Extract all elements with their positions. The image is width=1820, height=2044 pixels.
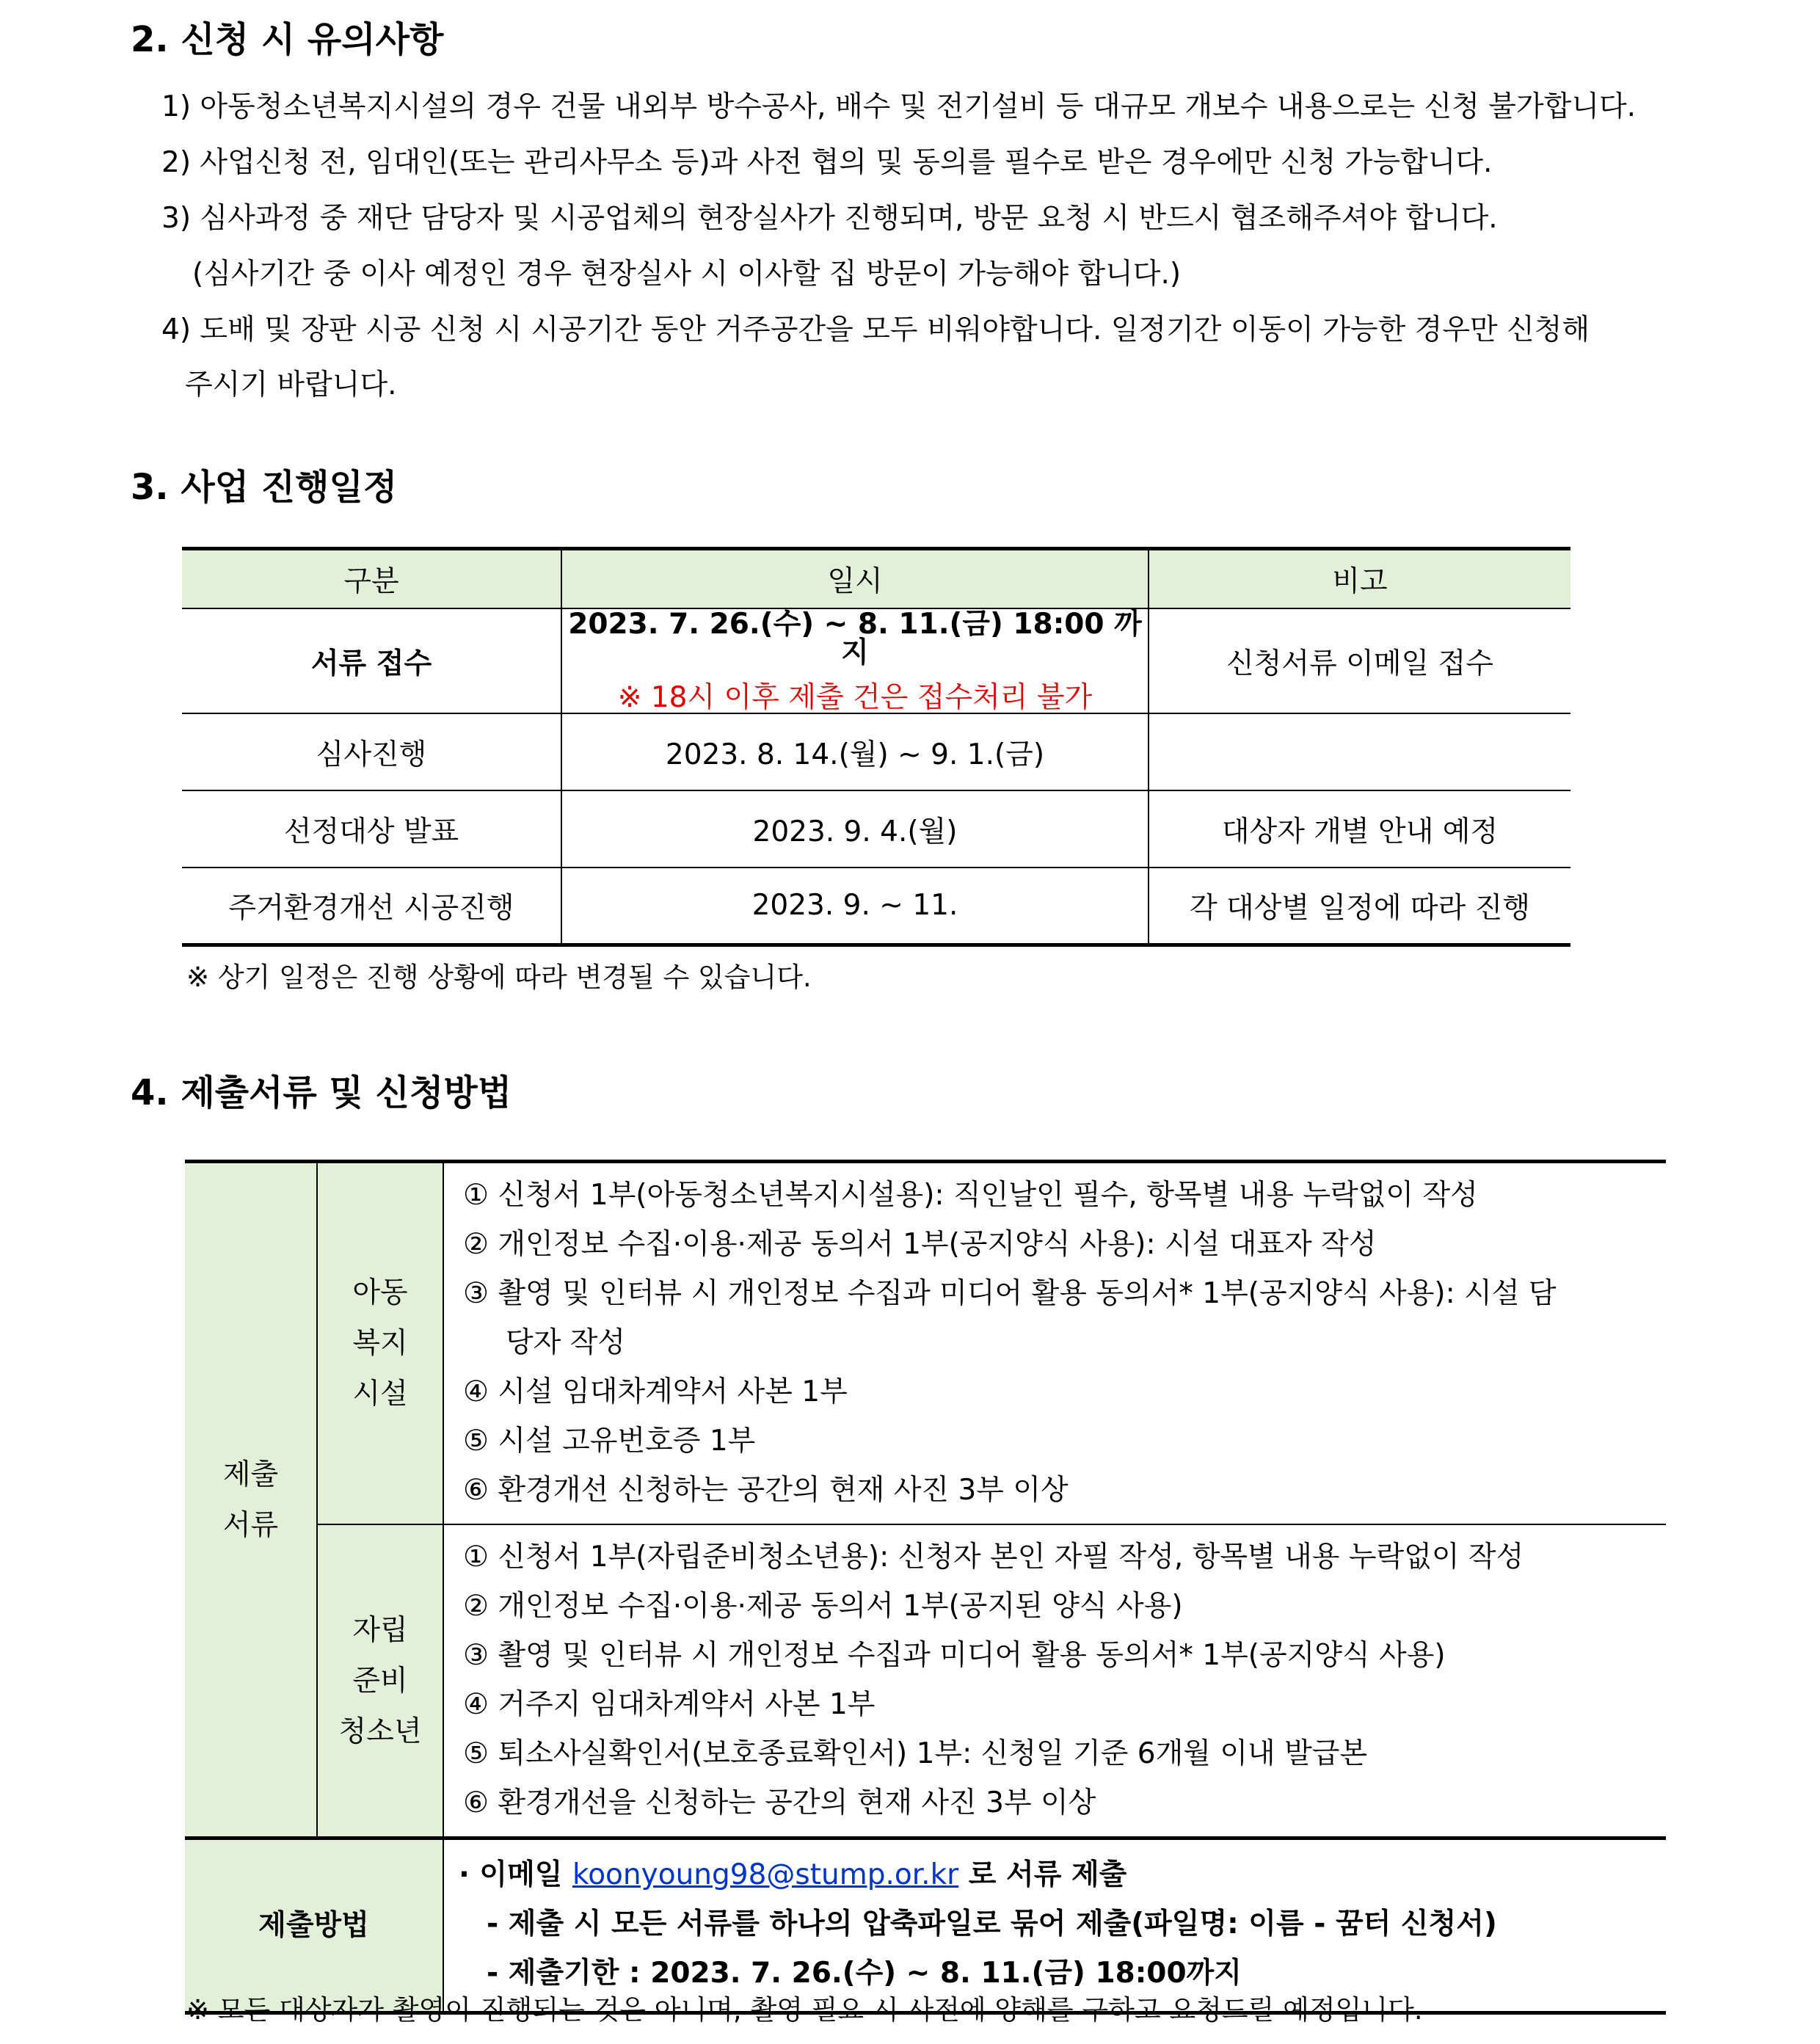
list-item: ④ 거주지 임대차계약서 사본 1부 (463, 1688, 876, 1721)
list-item: ① 신청서 1부(아동청소년복지시설용): 직인날인 필수, 항목별 내용 누락없이 작성 (463, 1179, 1478, 1212)
youth-documents-list (443, 1524, 1666, 1838)
method-label: 제출방법 (185, 1838, 443, 2013)
section-4-title: 4. 제출서류 및 신청방법 (131, 1072, 512, 1113)
group-label-line: 아동 (352, 1276, 408, 1309)
list-item: ② 개인정보 수집·이용·제공 동의서 1부(공지된 양식 사용) (463, 1590, 1183, 1623)
row-date: 2023. 9. 4.(월) (561, 790, 1149, 868)
notice-line-3: 3) 심사과정 중 재단 담당자 및 시공업체의 현장실사가 진행되며, 방문 요청 시 반드시 협조해주셔야 합니다. (161, 202, 1498, 235)
method-line-3: - 제출기한 : 2023. 7. 26.(수) ~ 8. 11.(금) 18:00까지 (487, 1957, 1242, 1990)
row-remark: 각 대상별 일정에 따라 진행 (1149, 868, 1570, 945)
table-row (182, 790, 1570, 868)
notice-line-1: 1) 아동청소년복지시설의 경우 건물 내외부 방수공사, 배수 및 전기설비 등 대규모 개보수 내용으로는 신청 불가합니다. (161, 90, 1637, 123)
email-link[interactable]: koonyoung98@stump.or.kr (572, 1858, 959, 1891)
row-label: 심사진행 (182, 713, 561, 790)
list-item: ⑥ 환경개선 신청하는 공간의 현재 사진 3부 이상 (463, 1474, 1069, 1507)
list-item: ① 신청서 1부(자립준비청소년용): 신청자 본인 자필 작성, 항목별 내용 누락없이 작성 (463, 1541, 1524, 1574)
section-2-title: 2. 신청 시 유의사항 (131, 19, 444, 60)
notice-line-3-sub: (심사기간 중 이사 예정인 경우 현장실사 시 이사할 집 방문이 가능해야 합니다.) (192, 258, 1182, 291)
list-item: ② 개인정보 수집·이용·제공 동의서 1부(공지양식 사용): 시설 대표자 작성 (463, 1228, 1377, 1261)
documents-label-line: 제출 (222, 1458, 279, 1491)
method-prefix: · 이메일 (459, 1858, 563, 1891)
documents-label (185, 1162, 317, 1838)
filming-note: ※ 모든 대상자가 촬영이 진행되는 것은 아니며, 촬영 필요 시 사전에 양해를 구하고 요청드릴 예정입니다. (186, 1994, 1423, 2026)
table-row (185, 1524, 1666, 1838)
group-label-facility (317, 1162, 443, 1525)
row-date (561, 608, 1149, 713)
table-row (182, 608, 1570, 713)
list-item-continuation: 당자 작성 (506, 1326, 626, 1359)
list-item: ③ 촬영 및 인터뷰 시 개인정보 수집과 미디어 활용 동의서* 1부(공지양식 사용): 시설 담 (463, 1277, 1557, 1310)
list-item: ⑥ 환경개선을 신청하는 공간의 현재 사진 3부 이상 (463, 1786, 1096, 1819)
group-label-line: 자립 (352, 1613, 408, 1647)
submission-method (443, 1838, 1666, 2013)
deadline-warning: ※ 18시 이후 제출 건은 접수처리 불가 (617, 681, 1093, 714)
list-item: ④ 시설 임대차계약서 사본 1부 (463, 1375, 848, 1408)
row-label: 주거환경개선 시공진행 (182, 868, 561, 945)
header-date: 일시 (561, 549, 1149, 609)
row-remark: 대상자 개별 안내 예정 (1149, 790, 1570, 868)
schedule-table (182, 547, 1570, 947)
group-label-line: 준비 (352, 1664, 408, 1698)
header-remark: 비고 (1149, 549, 1570, 609)
row-remark (1149, 713, 1570, 790)
table-row (182, 868, 1570, 945)
documents-table (185, 1160, 1666, 2015)
table-row (185, 1162, 1666, 1525)
row-remark: 신청서류 이메일 접수 (1149, 608, 1570, 713)
row-date: 2023. 9. ~ 11. (561, 868, 1149, 945)
row-label: 서류 접수 (182, 608, 561, 713)
schedule-header-row (182, 549, 1570, 609)
list-item: ⑤ 퇴소사실확인서(보호종료확인서) 1부: 신청일 기준 6개월 이내 발급본 (463, 1737, 1368, 1770)
method-suffix: 로 서류 제출 (968, 1858, 1127, 1891)
table-row (185, 1838, 1666, 2013)
schedule-note: ※ 상기 일정은 진행 상황에 따라 변경될 수 있습니다. (186, 961, 812, 993)
table-row (182, 713, 1570, 790)
row-label: 선정대상 발표 (182, 790, 561, 868)
facility-documents-list (443, 1162, 1666, 1525)
section-3-title: 3. 사업 진행일정 (131, 467, 398, 508)
group-label-line: 복지 (352, 1327, 408, 1360)
notice-line-4-cont: 주시기 바랍니다. (185, 368, 397, 401)
row-date: 2023. 8. 14.(월) ~ 9. 1.(금) (561, 713, 1149, 790)
list-item: ③ 촬영 및 인터뷰 시 개인정보 수집과 미디어 활용 동의서* 1부(공지양식 사용) (463, 1639, 1446, 1672)
list-item: ⑤ 시설 고유번호증 1부 (463, 1425, 756, 1458)
notice-line-2: 2) 사업신청 전, 임대인(또는 관리사무소 등)과 사전 협의 및 동의를 필수로 받은 경우에만 신청 가능합니다. (161, 146, 1493, 179)
documents-label-line: 서류 (222, 1508, 279, 1542)
header-category: 구분 (182, 549, 561, 609)
notice-line-4: 4) 도배 및 장판 시공 신청 시 시공기간 동안 거주공간을 모두 비워야합니다. 일정기간 이동이 가능한 경우만 신청해 (161, 313, 1590, 346)
group-label-line: 시설 (352, 1378, 408, 1411)
date-text: 2023. 7. 26.(수) ~ 8. 11.(금) 18:00 까지 (568, 608, 1142, 669)
group-label-line: 청소년 (338, 1714, 422, 1748)
method-line-2: - 제출 시 모든 서류를 하나의 압축파일로 묶어 제출(파일명: 이름 - 꿈터 신청서) (487, 1907, 1497, 1941)
group-label-youth (317, 1524, 443, 1838)
